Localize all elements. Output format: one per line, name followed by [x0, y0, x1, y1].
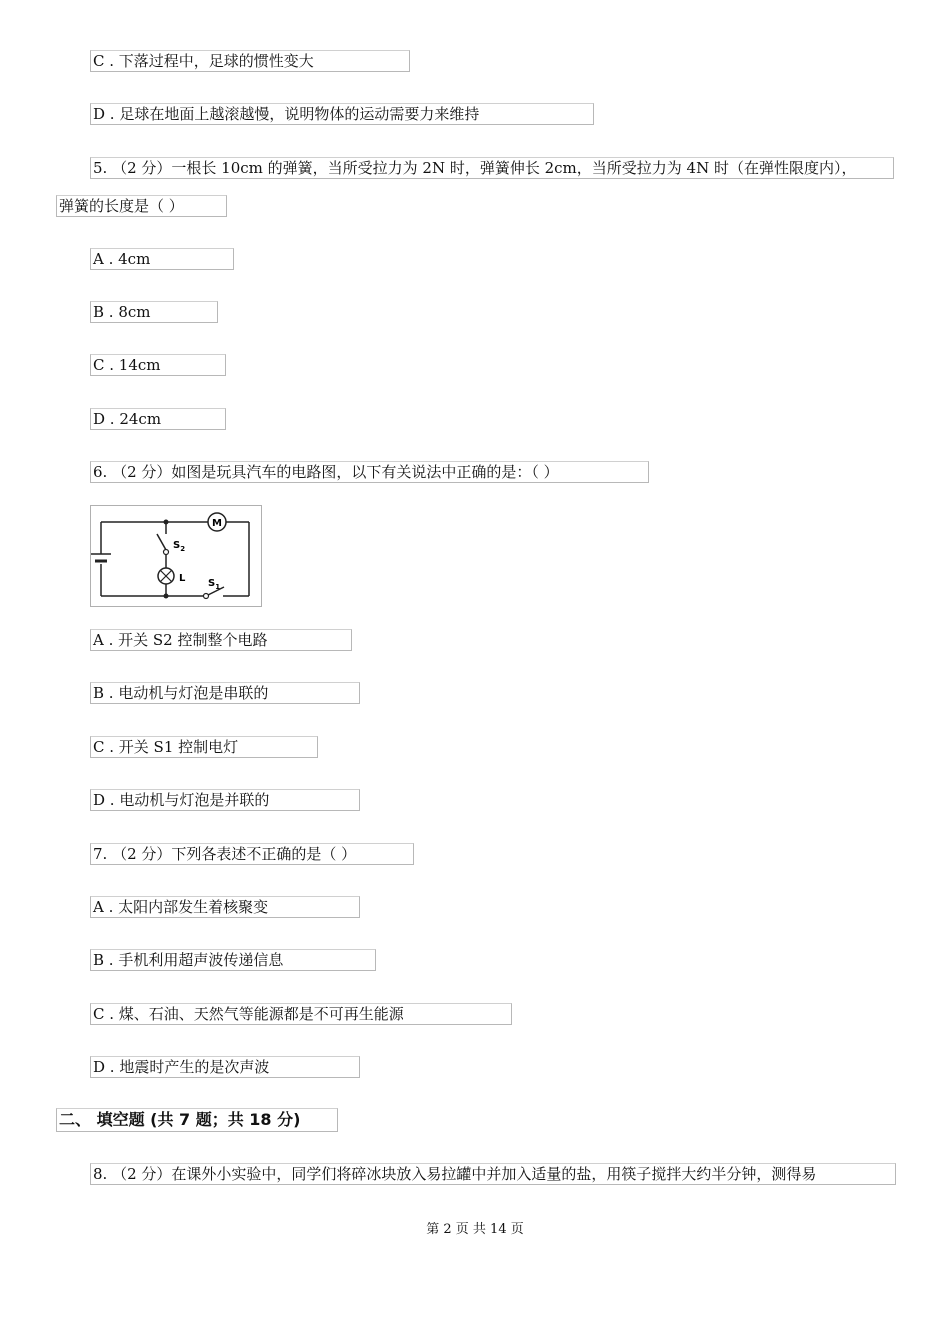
lamp-label: L	[179, 573, 186, 584]
q7-option-d[interactable]: D . 地震时产生的是次声波	[90, 1056, 360, 1078]
switch-s2-contact	[164, 550, 169, 555]
q7-option-c[interactable]: C . 煤、石油、天然气等能源都是不可再生能源	[90, 1003, 512, 1025]
q5-option-c[interactable]: C . 14cm	[90, 354, 226, 376]
junction-bottom	[164, 594, 169, 599]
circuit-diagram	[90, 505, 262, 607]
q6-option-c[interactable]: C . 开关 S1 控制电灯	[90, 736, 318, 758]
q4-option-c[interactable]: C . 下落过程中，足球的惯性变大	[90, 50, 410, 72]
q5-option-a[interactable]: A . 4cm	[90, 248, 234, 270]
q5-stem-line1: 5. （2 分）一根长 10cm 的弹簧，当所受拉力为 2N 时，弹簧伸长 2cm，当所受拉力为 4N 时（在弹性限度内），	[90, 157, 894, 179]
switch-s2-label: $S_2$	[173, 540, 186, 553]
switch-s2-blade	[157, 534, 166, 550]
q4-option-d[interactable]: D . 足球在地面上越滚越慢，说明物体的运动需要力来维持	[90, 103, 594, 125]
q6-stem: 6. （2 分）如图是玩具汽车的电路图，以下有关说法中正确的是：（ ）	[90, 461, 649, 483]
switch-s1-label: $S_1$	[208, 578, 221, 591]
circuit-svg	[91, 506, 261, 606]
q6-option-d[interactable]: D . 电动机与灯泡是并联的	[90, 789, 360, 811]
page-footer: 第 2 页 共 14 页	[426, 1222, 524, 1237]
switch-s1-contact	[204, 594, 209, 599]
q7-option-a[interactable]: A . 太阳内部发生着核聚变	[90, 896, 360, 918]
q7-option-b[interactable]: B . 手机利用超声波传递信息	[90, 949, 376, 971]
section-heading-fill-in: 二、 填空题 (共 7 题；共 18 分)	[56, 1108, 338, 1132]
q6-option-a[interactable]: A . 开关 S2 控制整个电路	[90, 629, 352, 651]
motor-label: M	[212, 518, 222, 529]
q7-stem: 7. （2 分）下列各表述不正确的是（ ）	[90, 843, 414, 865]
q5-option-d[interactable]: D . 24cm	[90, 408, 226, 430]
q8-stem: 8. （2 分）在课外小实验中，同学们将碎冰块放入易拉罐中并加入适量的盐，用筷子搅拌大约半分钟，测得易	[90, 1163, 896, 1185]
q5-stem-line2: 弹簧的长度是（ ）	[56, 195, 227, 217]
q5-option-b[interactable]: B . 8cm	[90, 301, 218, 323]
q6-option-b[interactable]: B . 电动机与灯泡是串联的	[90, 682, 360, 704]
